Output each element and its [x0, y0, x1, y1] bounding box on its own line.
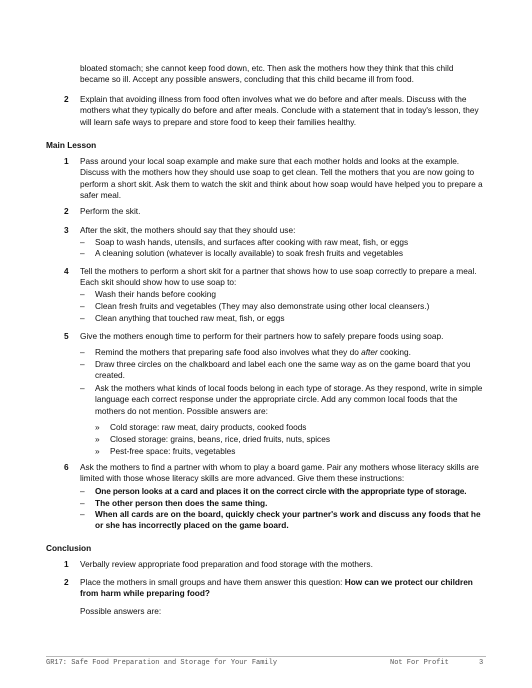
dash-marker: –	[80, 359, 85, 369]
emphasis-after: after	[361, 347, 378, 357]
main-item-4-sub-1: Wash their hands before cooking	[95, 289, 216, 299]
main-lesson-heading: Main Lesson	[46, 140, 97, 150]
conclusion-item-2-text: Place the mothers in small groups and have them answer this question:	[80, 577, 345, 587]
main-item-6: Ask the mothers to find a partner with whom to play a board game. Pair any mothers whose literacy skills are limited with those whose literacy skills are more advanced. Give them these instructions:	[80, 462, 479, 484]
dash-marker: –	[80, 498, 85, 508]
main-item-5-sub-1	[95, 347, 485, 358]
footer-divider	[46, 656, 486, 657]
footer-page-number: 3	[479, 659, 484, 667]
storage-bullet-3: Pest-free space: fruits, vegetables	[110, 446, 236, 456]
main-item-3-sub-1: Soap to wash hands, utensils, and surfaces after cooking with raw meat, fish, or eggs	[95, 237, 409, 247]
dash-marker: –	[80, 509, 85, 519]
main-item-5-sub-3: Ask the mothers what kinds of local foods belong in each type of storage. As they respond, write in simple language each correct response under the appropriate circle. Add any common local foods that the mothers do not mention. Possible answers are:	[95, 383, 483, 416]
main-item-6-number: 6	[64, 462, 69, 472]
main-item-3: After the skit, the mothers should say that they should use:	[80, 225, 296, 235]
main-item-2: Perform the skit.	[80, 206, 141, 216]
main-item-4-sub-2: Clean fresh fruits and vegetables (They may also demonstrate using other local cleansers.)	[95, 301, 430, 311]
dash-marker: –	[80, 248, 85, 258]
bullet-marker: »	[95, 422, 100, 432]
intro-item-2: Explain that avoiding illness from food often involves what we do before and after meals. Discuss with the mothers what they typically do before and after meals. Conclude with a statement that in today's lesson, they will learn safe ways to prepare and store food to keep their families healthy.	[80, 94, 479, 127]
footer-not-for-profit: Not For Profit	[390, 659, 449, 667]
main-item-4-number: 4	[64, 266, 69, 276]
conclusion-item-2-number: 2	[64, 577, 69, 587]
storage-bullet-2: Closed storage: grains, beans, rice, dried fruits, nuts, spices	[110, 434, 330, 444]
dash-marker: –	[80, 301, 85, 311]
conclusion-item-1-number: 1	[64, 559, 69, 569]
possible-answers-label: Possible answers are:	[80, 606, 162, 616]
storage-bullet-1: Cold storage: raw meat, dairy products, cooked foods	[110, 422, 307, 432]
main-item-4-sub-3: Clean anything that touched raw meat, fish, or eggs	[95, 313, 285, 323]
main-item-6-sub-3: When all cards are on the board, quickly check your partner's work and discuss any foods that he or she has incorrectly placed on the game board.	[95, 509, 481, 531]
main-item-3-number: 3	[64, 225, 69, 235]
dash-marker: –	[80, 313, 85, 323]
main-item-2-number: 2	[64, 206, 69, 216]
dash-marker: –	[80, 383, 85, 393]
dash-marker: –	[80, 289, 85, 299]
conclusion-question: How can we protect our children from harm while preparing food?	[80, 577, 473, 599]
dash-marker: –	[80, 486, 85, 496]
dash-marker: –	[80, 347, 85, 357]
conclusion-item-1: Verbally review appropriate food preparation and food storage with the mothers.	[80, 559, 373, 569]
dash-marker: –	[80, 237, 85, 247]
main-item-6-sub-1: One person looks at a card and places it on the correct circle with the appropriate type of storage.	[95, 486, 467, 496]
bullet-marker: »	[95, 434, 100, 444]
intro-paragraph: bloated stomach; she cannot keep food down, etc. Then ask the mothers how they think that this child became so ill. Accept any possible answers, concluding that this child became ill from food.	[80, 63, 454, 85]
sub-1-text-end: cooking.	[377, 347, 411, 357]
conclusion-item-2	[80, 577, 484, 600]
footer-title: GR17: Safe Food Preparation and Storage for Your Family	[46, 659, 278, 667]
main-item-1: Pass around your local soap example and make sure that each mother holds and looks at the example. Discuss with the mothers how they should use soap to get clean. Tell the mothers that you are now going to perform a short skit. Ask them to watch the skit and think about how soap would have helped you to prepare a safer meal.	[80, 156, 483, 201]
main-item-5-sub-2: Draw three circles on the chalkboard and label each one the same way as on the game board that you created.	[95, 359, 471, 381]
conclusion-heading: Conclusion	[46, 543, 92, 553]
intro-item-2-number: 2	[64, 94, 69, 104]
sub-1-text: Remind the mothers that preparing safe food also involves what they do	[95, 347, 362, 357]
main-item-3-sub-2: A cleaning solution (whatever is locally available) to soak fresh fruits and vegetables	[95, 248, 404, 258]
bullet-marker: »	[95, 446, 100, 456]
main-item-6-sub-2: The other person then does the same thing.	[95, 498, 268, 508]
main-item-1-number: 1	[64, 156, 69, 166]
main-item-5-number: 5	[64, 331, 69, 341]
main-item-4: Tell the mothers to perform a short skit for a partner that shows how to use soap correctly to prepare a meal. Each skit should show how to use soap to:	[80, 266, 477, 288]
main-item-5: Give the mothers enough time to perform for their partners how to safely prepare foods using soap.	[80, 331, 444, 341]
